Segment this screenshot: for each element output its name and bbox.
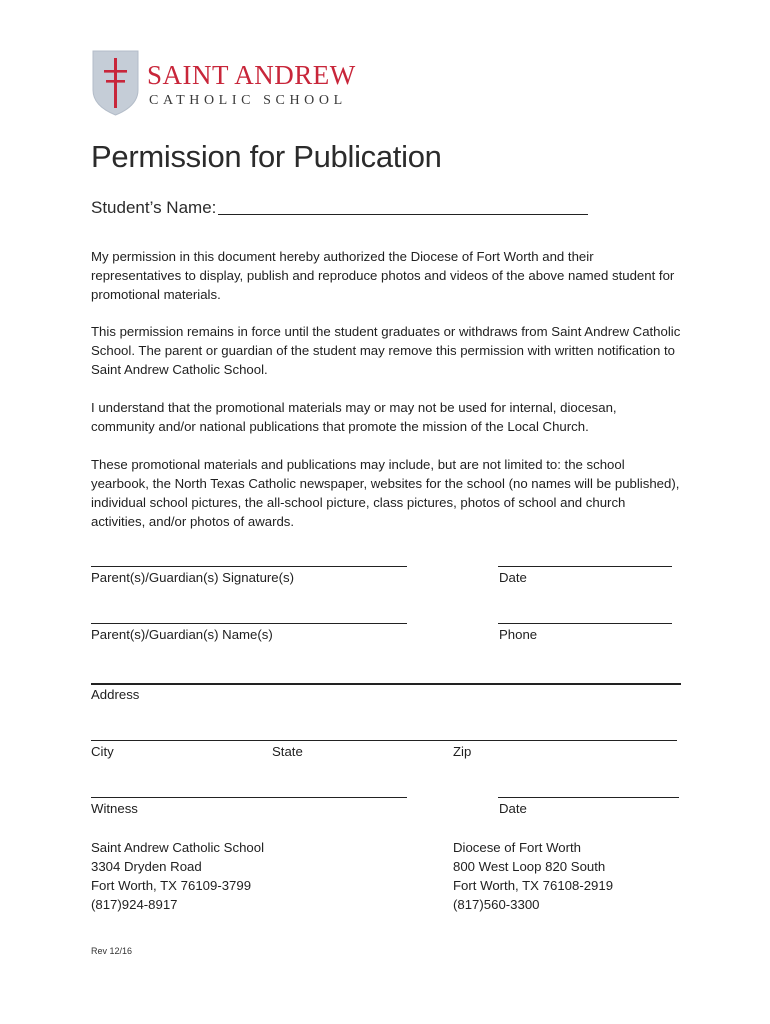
guardian-name-line[interactable] bbox=[91, 623, 407, 624]
paragraph-duration: This permission remains in force until the student graduates or withdraws from Saint Andrew Catholic School. The parent or guardian of the student may remove this permission with written notification to Saint Andrew Catholic School. bbox=[91, 324, 681, 377]
city-label: City bbox=[91, 744, 114, 759]
school-address-city: Fort Worth, TX 76109-3799 bbox=[91, 878, 252, 893]
witness-date-line[interactable] bbox=[498, 797, 679, 798]
school-crest-icon bbox=[92, 50, 139, 116]
logo-school-subtitle: CATHOLIC SCHOOL bbox=[149, 93, 347, 108]
school-address bbox=[91, 838, 264, 914]
signature-line[interactable] bbox=[91, 566, 407, 567]
diocese-address-name: Diocese of Fort Worth bbox=[453, 840, 582, 855]
witness-line[interactable] bbox=[91, 797, 407, 798]
student-name-label: Student’s Name: bbox=[91, 198, 217, 217]
phone-line[interactable] bbox=[498, 623, 672, 624]
diocese-address-city: Fort Worth, TX 76108-2919 bbox=[453, 878, 614, 893]
address-label: Address bbox=[91, 687, 140, 702]
phone-label: Phone bbox=[499, 627, 538, 642]
city-state-zip-line[interactable] bbox=[91, 740, 677, 741]
logo-school-name: SAINT ANDREW bbox=[147, 60, 356, 90]
diocese-address-street: 800 West Loop 820 South bbox=[453, 859, 606, 874]
student-name-line[interactable] bbox=[218, 214, 588, 215]
witness-date-label: Date bbox=[499, 801, 527, 816]
address-line[interactable] bbox=[91, 683, 681, 685]
school-address-street: 3304 Dryden Road bbox=[91, 859, 202, 874]
witness-label: Witness bbox=[91, 801, 138, 816]
diocese-address bbox=[453, 838, 613, 914]
diocese-address-phone: (817)560-3300 bbox=[453, 897, 540, 912]
page-title: Permission for Publication bbox=[91, 139, 442, 174]
guardian-name-label: Parent(s)/Guardian(s) Name(s) bbox=[91, 627, 273, 642]
school-address-phone: (817)924-8917 bbox=[91, 897, 178, 912]
revision-note: Rev 12/16 bbox=[91, 946, 133, 956]
signature-label: Parent(s)/Guardian(s) Signature(s) bbox=[91, 570, 295, 585]
date-line[interactable] bbox=[498, 566, 672, 567]
paragraph-usage: I understand that the promotional materials may or may not be used for internal, diocesan, community and/or national publications that promote the mission of the Local Church. bbox=[91, 400, 617, 434]
student-name-field[interactable] bbox=[91, 198, 588, 218]
zip-label: Zip bbox=[453, 744, 472, 759]
date-label: Date bbox=[499, 570, 527, 585]
paragraph-materials: These promotional materials and publications may include, but are not limited to: the school yearbook, the North Texas Catholic newspaper, websites for the school (no names will be published), individual school pictures, the all-school picture, class pictures, photos of school and church activities, and/or photos of awards. bbox=[91, 457, 680, 529]
paragraph-authorization: My permission in this document hereby authorized the Diocese of Fort Worth and their representatives to display, publish and reproduce photos and videos of the above named student for promotional materials. bbox=[91, 249, 675, 302]
state-label: State bbox=[272, 744, 303, 759]
school-address-name: Saint Andrew Catholic School bbox=[91, 840, 265, 855]
